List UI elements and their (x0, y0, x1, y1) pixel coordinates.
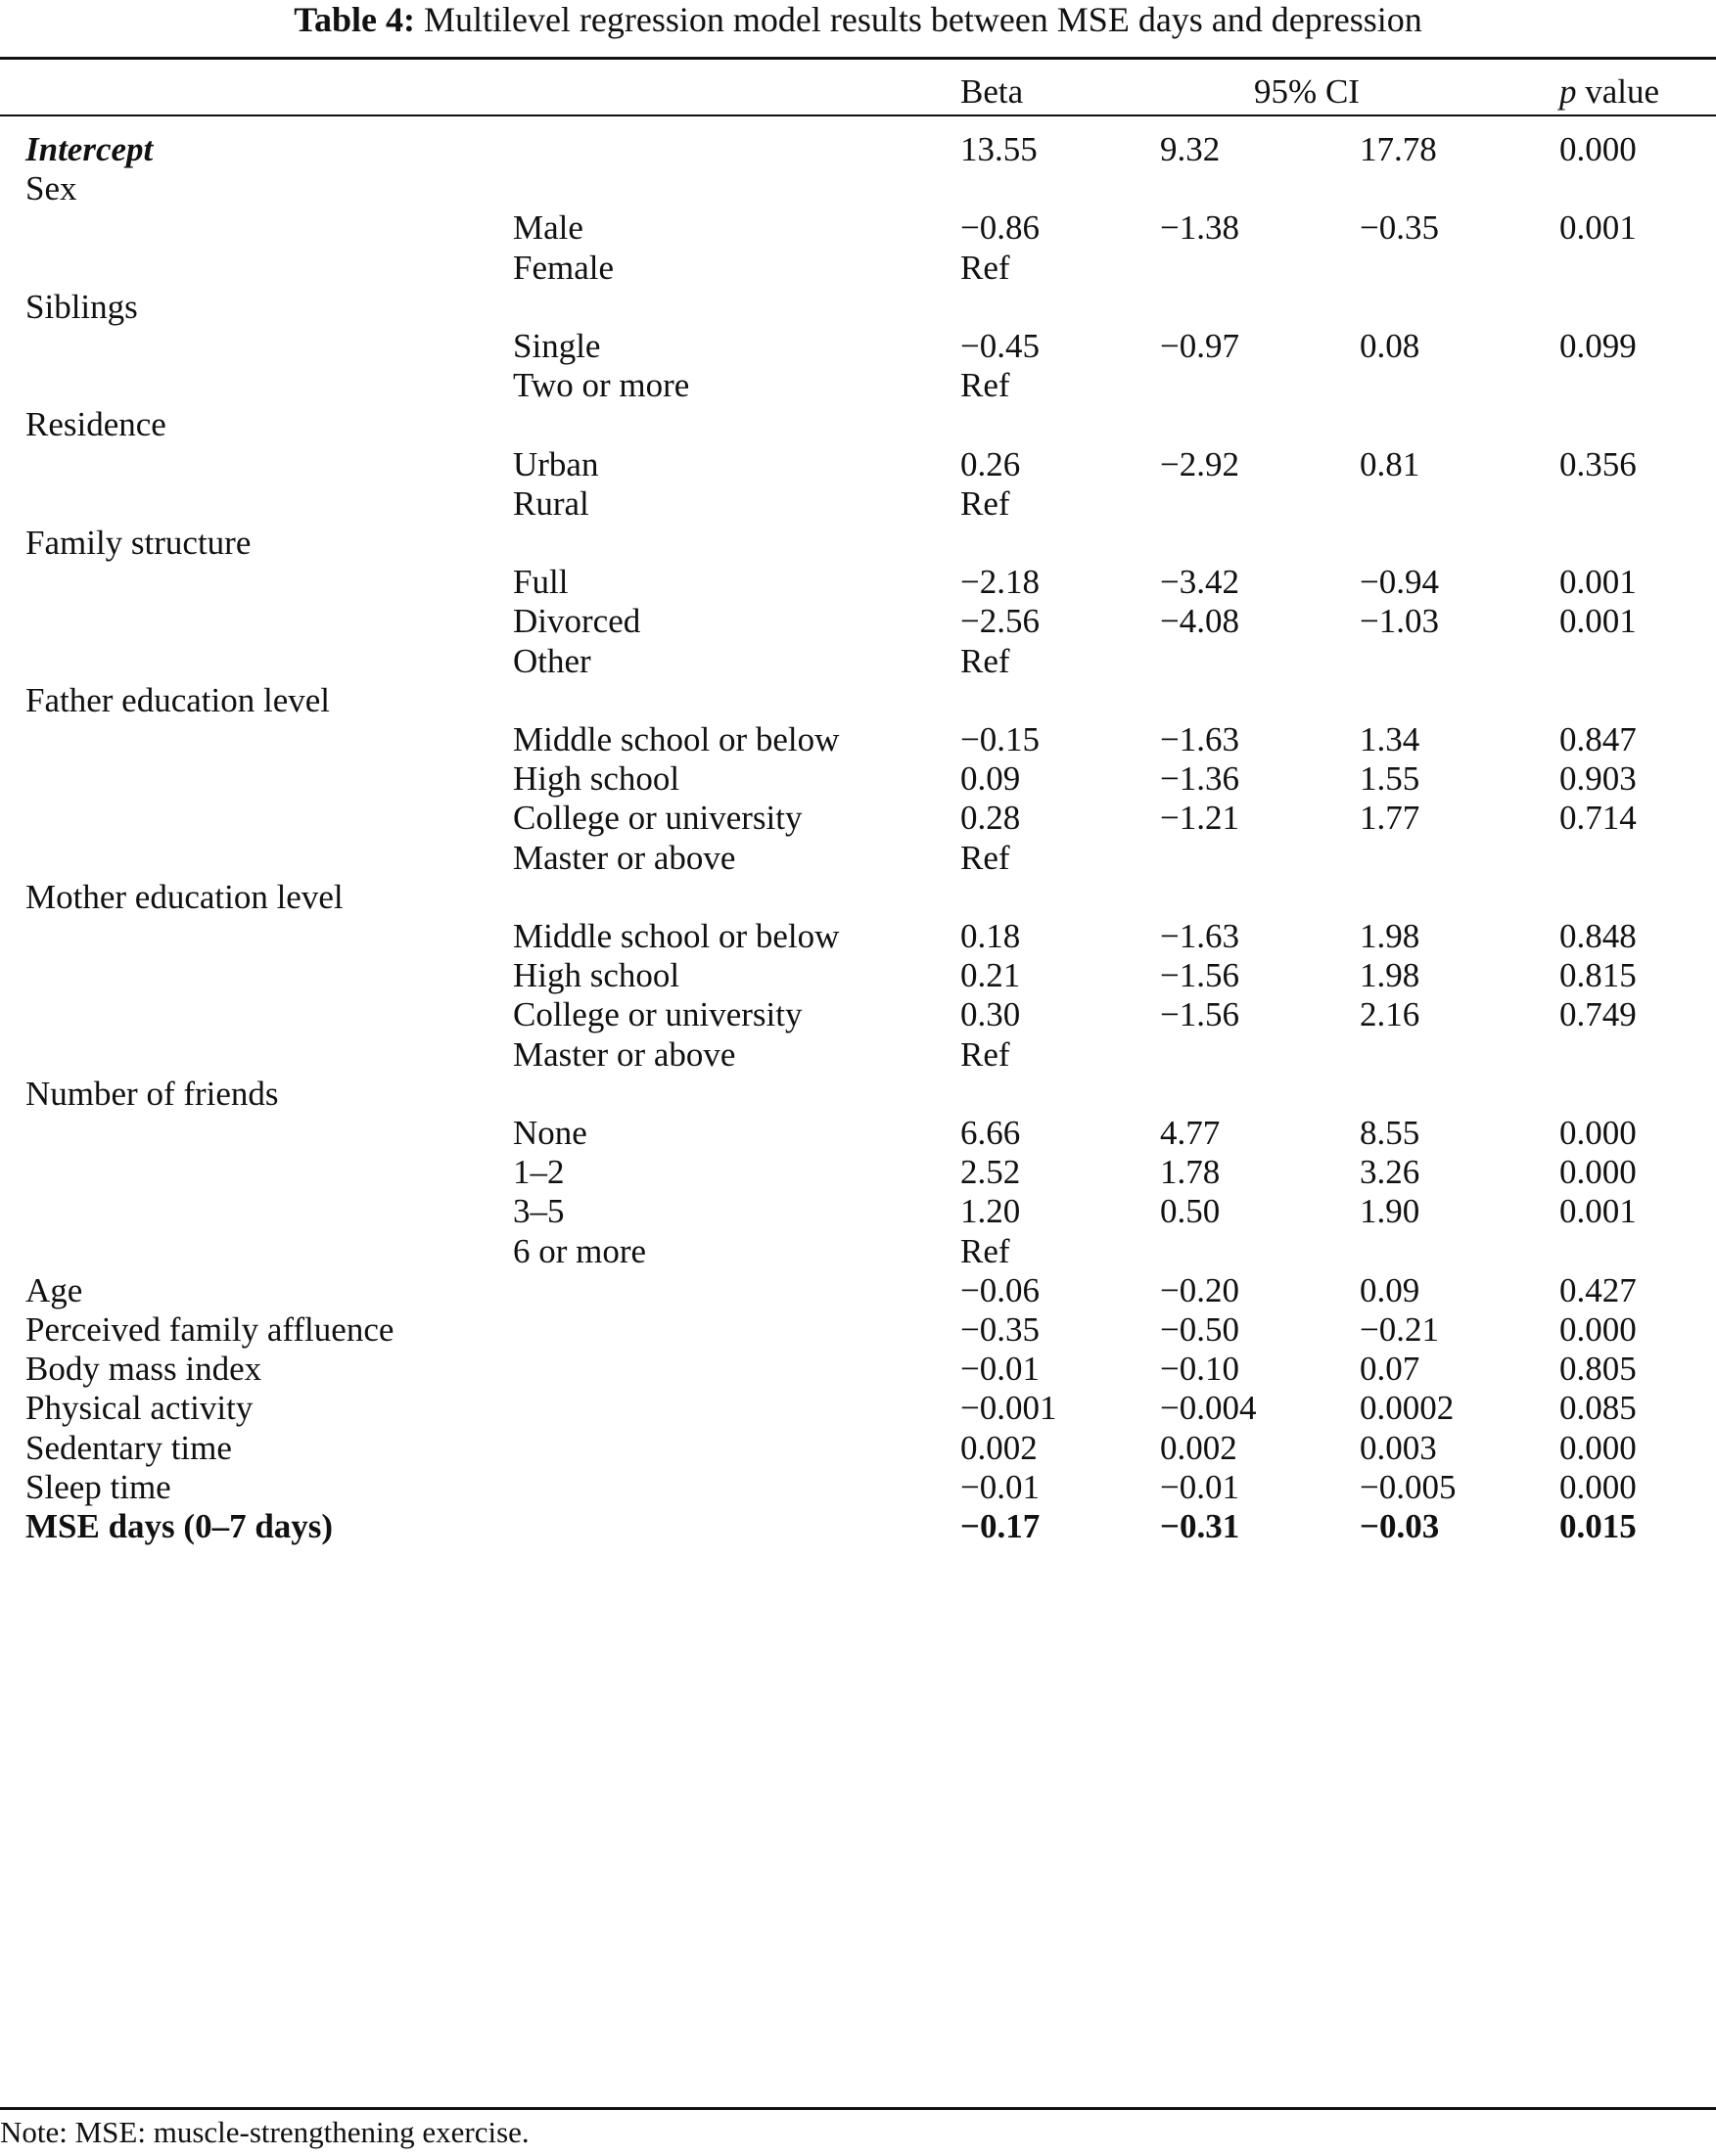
cell-beta: 2.52 (960, 1153, 1021, 1192)
cell-beta: −2.56 (960, 602, 1040, 641)
cell-ci-upper: 0.81 (1360, 444, 1420, 483)
cell-ci-lower: −1.63 (1160, 720, 1239, 758)
table-caption-text: Multilevel regression model results between MSE days and depression (423, 0, 1422, 39)
cell-ci-lower: −2.92 (1160, 444, 1239, 483)
cell-p-value: 0.015 (1559, 1507, 1637, 1545)
cell-p-value: 0.749 (1559, 995, 1637, 1034)
cell-p-value: 0.000 (1559, 130, 1637, 168)
row-label: Intercept (25, 130, 154, 168)
row-label: MSE days (0–7 days) (25, 1507, 334, 1545)
cell-ci-lower: −0.97 (1160, 327, 1239, 365)
row-sublabel: Rural (513, 483, 589, 523)
row-sublabel: High school (513, 759, 680, 799)
cell-beta: 0.002 (960, 1428, 1038, 1467)
table-header-row (0, 65, 1716, 119)
cell-beta: −2.18 (960, 563, 1040, 602)
cell-p-value: 0.000 (1559, 1310, 1637, 1349)
row-sublabel: Middle school or below (513, 917, 840, 955)
cell-ci-upper: −0.35 (1360, 208, 1439, 248)
row-sublabel: Full (513, 563, 569, 602)
cell-beta: 0.28 (960, 799, 1021, 838)
cell-p-value: 0.001 (1559, 208, 1637, 248)
cell-ci-upper: 1.98 (1360, 917, 1420, 955)
cell-beta: Ref (960, 483, 1010, 523)
cell-beta: 6.66 (960, 1114, 1021, 1152)
row-label: Father education level (25, 680, 330, 719)
row-label: Body mass index (25, 1350, 262, 1389)
cell-p-value: 0.085 (1559, 1389, 1637, 1428)
cell-p-value: 0.001 (1559, 602, 1637, 641)
cell-ci-upper: 1.77 (1360, 799, 1420, 838)
row-sublabel: 6 or more (513, 1231, 647, 1270)
cell-ci-lower: −1.63 (1160, 917, 1239, 955)
cell-ci-upper: 0.07 (1360, 1350, 1420, 1389)
cell-ci-lower: −4.08 (1160, 602, 1239, 641)
cell-p-value: 0.356 (1559, 444, 1637, 483)
cell-ci-upper: 3.26 (1360, 1153, 1420, 1192)
cell-p-value: 0.001 (1559, 1192, 1637, 1231)
cell-p-value: 0.099 (1559, 327, 1637, 365)
row-sublabel: Single (513, 327, 601, 365)
header-p-letter: p (1559, 72, 1577, 111)
cell-ci-lower: −0.31 (1160, 1507, 1240, 1545)
cell-ci-upper: 0.09 (1360, 1270, 1420, 1309)
cell-ci-lower: −1.38 (1160, 208, 1239, 248)
cell-p-value: 0.001 (1559, 563, 1637, 602)
row-label: Residence (25, 405, 166, 444)
table-caption (0, 0, 1716, 43)
table-row (0, 1499, 1716, 1554)
cell-beta: 13.55 (960, 130, 1038, 168)
cell-beta: 1.20 (960, 1192, 1021, 1231)
row-sublabel: 3–5 (513, 1192, 565, 1231)
cell-p-value: 0.000 (1559, 1467, 1637, 1506)
row-label: Perceived family affluence (25, 1310, 394, 1349)
row-sublabel: None (513, 1114, 587, 1152)
row-sublabel: Other (513, 641, 591, 680)
row-sublabel: 1–2 (513, 1153, 565, 1192)
cell-beta: −0.35 (960, 1310, 1040, 1349)
cell-beta: −0.45 (960, 327, 1040, 365)
cell-ci-lower: 0.50 (1160, 1192, 1221, 1231)
cell-beta: Ref (960, 838, 1010, 877)
cell-ci-upper: 0.003 (1360, 1428, 1437, 1467)
row-sublabel: Male (513, 208, 583, 248)
row-label: Physical activity (25, 1389, 254, 1428)
header-p-value (1559, 65, 1659, 119)
cell-p-value: 0.714 (1559, 799, 1637, 838)
cell-ci-lower: −1.21 (1160, 799, 1239, 838)
cell-ci-lower: −1.36 (1160, 759, 1239, 799)
table-header-rule (0, 115, 1716, 116)
cell-ci-upper: 1.98 (1360, 956, 1420, 995)
cell-p-value: 0.000 (1559, 1114, 1637, 1152)
row-label: Sex (25, 169, 77, 208)
cell-p-value: 0.847 (1559, 720, 1637, 758)
cell-beta: 0.26 (960, 444, 1021, 483)
header-95-ci: 95% CI (1254, 72, 1360, 111)
row-label: Age (25, 1270, 83, 1309)
cell-ci-lower: −1.56 (1160, 995, 1239, 1034)
row-sublabel: Master or above (513, 838, 736, 877)
row-sublabel: High school (513, 956, 680, 995)
cell-p-value: 0.903 (1559, 759, 1637, 799)
cell-p-value: 0.848 (1559, 917, 1637, 955)
cell-p-value: 0.805 (1559, 1350, 1637, 1389)
cell-ci-lower: −0.004 (1160, 1389, 1257, 1428)
cell-beta: −0.01 (960, 1467, 1040, 1506)
cell-beta: 0.09 (960, 759, 1021, 799)
cell-ci-upper: −1.03 (1360, 602, 1439, 641)
cell-p-value: 0.000 (1559, 1153, 1637, 1192)
row-sublabel: Middle school or below (513, 720, 840, 758)
table-top-rule (0, 57, 1716, 60)
cell-ci-upper: −0.94 (1360, 563, 1439, 602)
cell-beta: Ref (960, 366, 1010, 405)
cell-beta: Ref (960, 1231, 1010, 1270)
cell-p-value: 0.000 (1559, 1428, 1637, 1467)
cell-ci-lower: −0.10 (1160, 1350, 1239, 1389)
cell-ci-upper: −0.21 (1360, 1310, 1439, 1349)
cell-beta: −0.17 (960, 1507, 1041, 1545)
row-label: Number of friends (25, 1074, 279, 1113)
cell-ci-lower: −0.50 (1160, 1310, 1239, 1349)
header-value-word: value (1576, 72, 1660, 111)
header-beta: Beta (960, 72, 1024, 111)
cell-ci-lower: −1.56 (1160, 956, 1239, 995)
row-label: Sedentary time (25, 1428, 232, 1467)
row-sublabel: Master or above (513, 1034, 736, 1074)
cell-ci-lower: −0.20 (1160, 1270, 1239, 1309)
cell-ci-upper: 0.0002 (1360, 1389, 1455, 1428)
cell-beta: −0.06 (960, 1270, 1040, 1309)
cell-p-value: 0.815 (1559, 956, 1637, 995)
cell-ci-lower: 0.002 (1160, 1428, 1237, 1467)
row-label: Mother education level (25, 877, 344, 916)
cell-ci-lower: 4.77 (1160, 1114, 1221, 1152)
cell-beta: −0.86 (960, 208, 1040, 248)
row-label: Sleep time (25, 1467, 171, 1506)
cell-beta: −0.01 (960, 1350, 1040, 1389)
cell-beta: −0.001 (960, 1389, 1057, 1428)
cell-beta: 0.21 (960, 956, 1021, 995)
row-label: Siblings (25, 287, 138, 326)
cell-ci-upper: −0.005 (1360, 1467, 1457, 1506)
cell-beta: 0.18 (960, 917, 1021, 955)
row-sublabel: Divorced (513, 602, 641, 641)
cell-ci-upper: −0.03 (1360, 1507, 1440, 1545)
cell-ci-upper: 0.08 (1360, 327, 1420, 365)
cell-beta: Ref (960, 248, 1010, 287)
cell-ci-upper: 1.55 (1360, 759, 1420, 799)
row-label: Family structure (25, 524, 252, 562)
row-sublabel: Urban (513, 444, 599, 483)
row-sublabel: Female (513, 248, 615, 287)
cell-ci-upper: 1.90 (1360, 1192, 1420, 1231)
cell-ci-upper: 17.78 (1360, 130, 1437, 168)
cell-ci-lower: 1.78 (1160, 1153, 1221, 1192)
table-bottom-rule (0, 2107, 1716, 2110)
cell-ci-lower: −3.42 (1160, 563, 1239, 602)
row-sublabel: Two or more (513, 366, 690, 405)
table-caption-label: Table 4: (294, 0, 415, 39)
cell-beta: Ref (960, 1034, 1010, 1074)
cell-ci-upper: 1.34 (1360, 720, 1420, 758)
cell-p-value: 0.427 (1559, 1270, 1637, 1309)
cell-ci-upper: 8.55 (1360, 1114, 1420, 1152)
table-note: Note: MSE: muscle-strengthening exercise. (0, 2115, 530, 2149)
cell-beta: Ref (960, 641, 1010, 680)
cell-ci-lower: 9.32 (1160, 130, 1221, 168)
cell-beta: 0.30 (960, 995, 1021, 1034)
cell-ci-lower: −0.01 (1160, 1467, 1239, 1506)
row-sublabel: College or university (513, 995, 803, 1034)
cell-beta: −0.15 (960, 720, 1040, 758)
cell-ci-upper: 2.16 (1360, 995, 1420, 1034)
row-sublabel: College or university (513, 799, 803, 838)
